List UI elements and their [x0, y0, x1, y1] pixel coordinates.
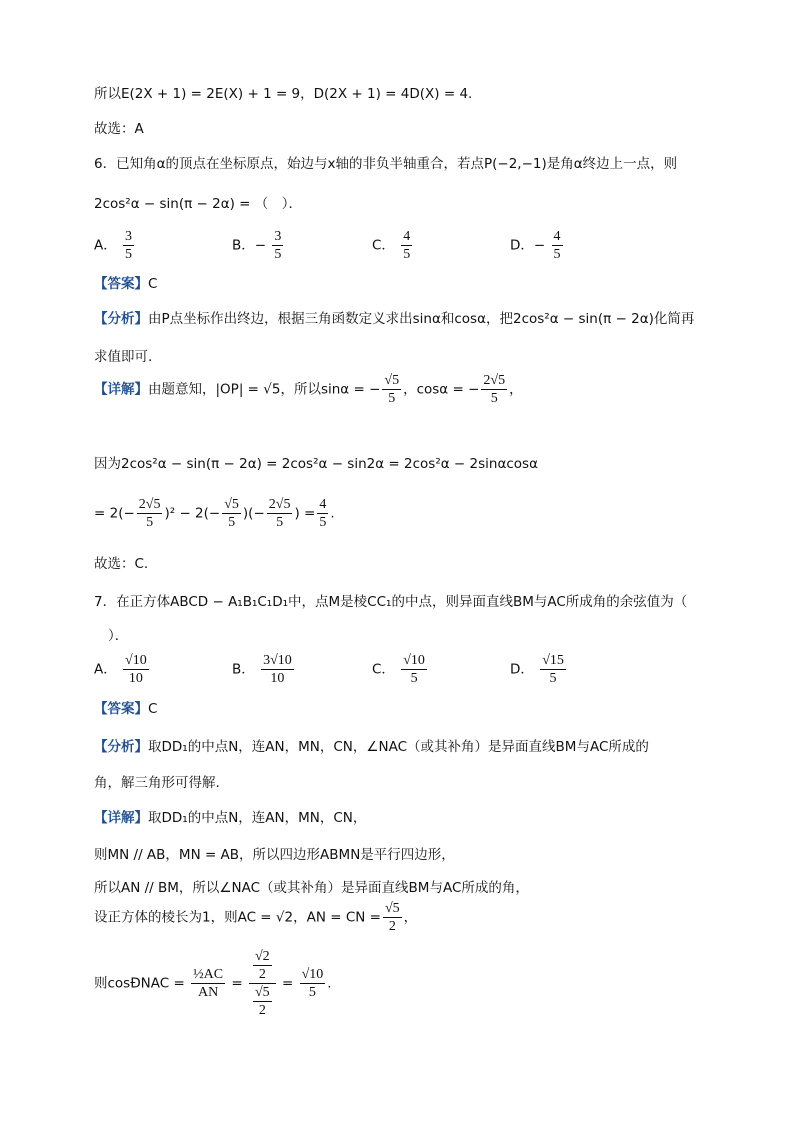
q6-analysis-line2: 求值即可. — [94, 349, 153, 365]
q6-detail-line2: 因为2cos²α − sin(π − 2α) = 2cos²α − sin2α = 2cos²α − 2sinαcosα — [94, 456, 538, 472]
q6-detail-text-c: ， — [509, 381, 523, 398]
q6-option-c-fraction: $\frac{4}{5}$ — [403, 229, 411, 262]
q7-option-d-label: D． — [510, 661, 534, 678]
q7-cos-eq2: = — [281, 975, 294, 992]
q6-calc-frac2: $\frac{√5}{5}$ — [224, 497, 239, 530]
q6-calc-part-c: )(− — [242, 505, 265, 522]
q6-stem-line1: 6．已知角α的顶点在坐标原点，始边与x轴的非负半轴重合，若点P(−2,−1)是角α终边上一点，则 — [94, 156, 678, 172]
q6-calc-frac1: $\frac{2√5}{5}$ — [138, 497, 161, 530]
q6-answer-line — [94, 272, 157, 292]
detail-tag: 【详解】 — [94, 381, 148, 398]
q6-option-d-label: D．− — [510, 237, 546, 254]
q7-answer-line — [94, 697, 157, 717]
q6-detail-frac-sqrt5-over-5: $\frac{√5}{5}$ — [384, 373, 400, 406]
q6-calc-period: . — [330, 505, 335, 522]
q6-detail-text-a: 由题意知，|OP| = √5，所以sinα = − — [148, 381, 381, 398]
q7-cos-compound-frac — [249, 948, 276, 1019]
q7-cos-result: $\frac{√10}{5}$ — [301, 967, 324, 1000]
q7-detail-line2: 则MN // AB，MN = AB，所以四边形ABMN是平行四边形， — [94, 847, 455, 863]
q7-option-c-label: C． — [372, 661, 395, 678]
q6-analysis-text: 由P点坐标作出终边，根据三角函数定义求出sinα和cosα，把2cos²α − sin(π − 2α)化简再 — [148, 311, 695, 327]
q7-analysis-text: 取DD₁的中点N，连AN，MN，CN，∠NAC（或其补角）是异面直线BM与AC所成的 — [148, 739, 649, 755]
q6-analysis-line1 — [94, 307, 694, 327]
q6-option-a — [94, 228, 136, 263]
q5-conclusion-line: 所以E(2X + 1) = 2E(X) + 1 = 9，D(2X + 1) = 4D(X) = 4. — [94, 86, 473, 102]
q6-answer-value: C — [148, 276, 158, 292]
q6-option-c-label: C． — [372, 237, 395, 254]
q7-detail-line3: 所以AN // BM，所以∠NAC（或其补角）是异面直线BM与AC所成的角， — [94, 880, 529, 896]
q6-option-b — [232, 228, 285, 263]
q7-detail-line5 — [94, 948, 332, 1019]
q6-option-d-fraction: $\frac{4}{5}$ — [553, 229, 561, 262]
q6-detail-line1 — [94, 372, 523, 407]
q6-calc-result: $\frac{4}{5}$ — [319, 497, 327, 530]
q6-detail-line3 — [94, 496, 335, 531]
analysis-tag: 【分析】 — [94, 739, 148, 755]
q7-option-d-fraction: $\frac{√15}{5}$ — [542, 653, 564, 686]
q7-cos-eq1: = — [231, 975, 243, 992]
q7-analysis-line2: 角，解三角形可得解. — [94, 775, 220, 791]
q7-detail-text: 取DD₁的中点N，连AN，MN，CN， — [148, 810, 367, 826]
q6-stem-line2: 2cos²α − sin(π − 2α) = （ ）． — [94, 196, 303, 212]
q7-detail-line1 — [94, 806, 366, 826]
q6-detail-frac-2sqrt5-over-5: $\frac{2√5}{5}$ — [483, 373, 506, 406]
q7-analysis-line1 — [94, 735, 649, 755]
q5-choice-line: 故选：A — [94, 121, 144, 137]
q7-cos-frac1: $\frac{\text{½AC}}{AN}$ — [193, 967, 224, 1000]
q7-cos-compound-den — [249, 984, 276, 1019]
q6-option-b-fraction: $\frac{3}{5}$ — [274, 229, 282, 262]
q6-option-b-label: B．− — [232, 237, 267, 254]
q7-detail-line4 — [94, 900, 417, 935]
answer-tag: 【答案】 — [94, 276, 148, 292]
q7-option-b-fraction: $\frac{3√10}{10}$ — [263, 653, 292, 686]
q6-calc-part-a: = 2(− — [94, 505, 135, 522]
q7-option-d — [510, 652, 568, 687]
q6-option-a-label: A． — [94, 237, 117, 254]
q7-option-b-label: B． — [232, 661, 255, 678]
q6-calc-part-b: )² − 2(− — [164, 505, 221, 522]
q6-detail-text-b: ，cosα = − — [403, 381, 480, 398]
q7-cos-compound-num — [249, 948, 276, 984]
answer-tag: 【答案】 — [94, 701, 148, 717]
q6-calc-frac3: $\frac{2√5}{5}$ — [268, 497, 291, 530]
q7-option-a — [94, 652, 151, 687]
q7-stem-line1: 7．在正方体ABCD − A₁B₁C₁D₁中，点M是棱CC₁的中点，则异面直线BM与AC所成角的余弦值为（ — [94, 594, 688, 610]
q7-option-c — [372, 652, 429, 687]
q7-answer-value: C — [148, 701, 158, 717]
q7-edge-frac: $\frac{√5}{2}$ — [384, 901, 400, 934]
q7-stem-line2: ）． — [108, 628, 129, 644]
q6-option-c — [372, 228, 414, 263]
q6-option-a-fraction: $\frac{3}{5}$ — [125, 229, 133, 262]
q7-cos-label: 则cosÐNAC = — [94, 975, 185, 992]
q7-cos-inner-frac-bottom: $\frac{√5}{2}$ — [254, 985, 270, 1018]
q7-cos-inner-frac-top: $\frac{√2}{2}$ — [254, 949, 270, 982]
analysis-tag: 【分析】 — [94, 311, 148, 327]
q7-option-a-label: A． — [94, 661, 117, 678]
q6-calc-part-d: ) = — [294, 505, 316, 522]
q7-option-b — [232, 652, 296, 687]
q7-cos-period: . — [327, 975, 332, 992]
q7-option-c-fraction: $\frac{√10}{5}$ — [403, 653, 425, 686]
detail-tag: 【详解】 — [94, 810, 148, 826]
q7-edge-text: 设正方体的棱长为1，则AC = √2，AN = CN = — [94, 909, 381, 926]
q7-edge-comma: ， — [403, 909, 418, 926]
q6-option-d — [510, 228, 565, 263]
q6-choice-line: 故选：C. — [94, 556, 149, 572]
q7-option-a-fraction: $\frac{√10}{10}$ — [125, 653, 147, 686]
